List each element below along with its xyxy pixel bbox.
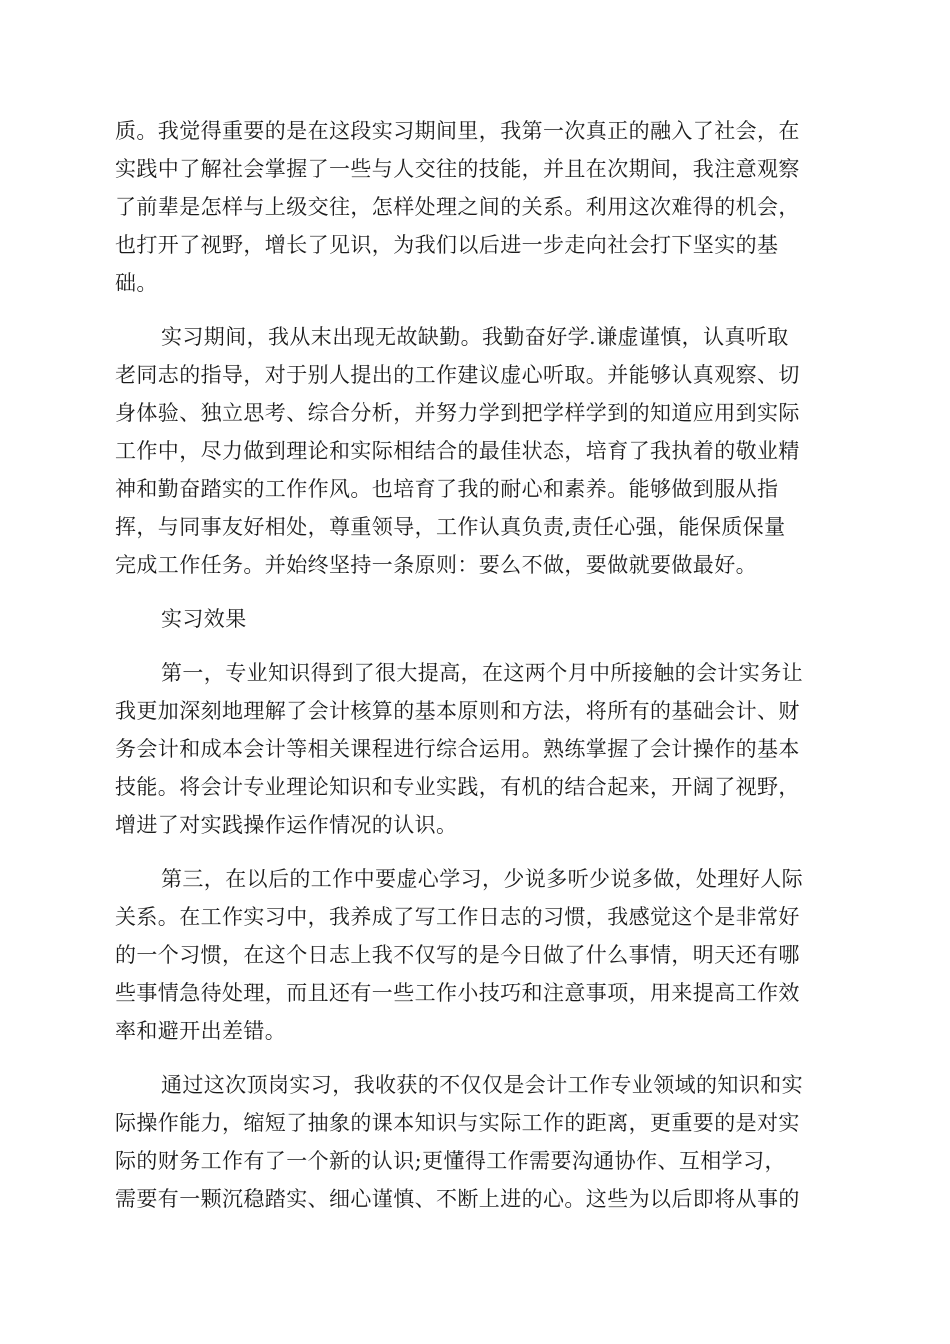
text-line: 了前辈是怎样与上级交往，怎样处理之间的关系。利用这次难得的机会， bbox=[115, 195, 800, 219]
text-line: 关系。在工作实习中，我养成了写工作日志的习惯，我感觉这个是非常好 bbox=[115, 905, 800, 929]
text-line: 增进了对实践操作运作情况的认识。 bbox=[115, 813, 458, 837]
text-line: 挥，与同事友好相处，尊重领导，工作认真负责,责任心强，能保质保量 bbox=[115, 515, 786, 539]
text-line: 的一个习惯，在这个日志上我不仅写的是今日做了什么事情，明天还有哪 bbox=[115, 943, 800, 967]
text-line: 也打开了视野，增长了见识，为我们以后进一步走向社会打下坚实的基 bbox=[115, 233, 779, 257]
text-line: 实习期间，我从末出现无故缺勤。我勤奋好学.谦虚谨慎，认真听取 bbox=[161, 325, 789, 349]
text-line: 第三，在以后的工作中要虚心学习，少说多听少说多做，处理好人际 bbox=[161, 867, 803, 891]
text-line: 际操作能力，缩短了抽象的课本知识与实际工作的距离，更重要的是对实 bbox=[115, 1111, 800, 1135]
text-line: 通过这次顶岗实习，我收获的不仅仅是会计工作专业领域的知识和实 bbox=[161, 1073, 803, 1097]
text-line: 工作中，尽力做到理论和实际相结合的最佳状态，培育了我执着的敬业精 bbox=[115, 439, 800, 463]
text-line: 际的财务工作有了一个新的认识;更懂得工作需要沟通协作、互相学习， bbox=[115, 1149, 786, 1173]
text-line: 老同志的指导，对于别人提出的工作建议虚心听取。并能够认真观察、切 bbox=[115, 363, 800, 387]
text-line: 需要有一颗沉稳踏实、细心谨慎、不断上进的心。这些为以后即将从事的 bbox=[115, 1187, 800, 1211]
text-line: 率和避开出差错。 bbox=[115, 1019, 287, 1043]
text-line: 础。 bbox=[115, 271, 158, 295]
text-line: 完成工作任务。并始终坚持一条原则：要么不做，要做就要做最好。 bbox=[115, 553, 757, 577]
paragraph-5 bbox=[115, 860, 835, 1050]
text-line: 务会计和成本会计等相关课程进行综合运用。熟练掌握了会计操作的基本 bbox=[115, 737, 800, 761]
document-page bbox=[115, 112, 835, 1234]
text-line: 技能。将会计专业理论知识和专业实践，有机的结合起来，开阔了视野， bbox=[115, 775, 800, 799]
section-heading bbox=[115, 600, 835, 638]
heading-text: 实习效果 bbox=[161, 607, 247, 631]
text-line: 质。我觉得重要的是在这段实习期间里，我第一次真正的融入了社会，在 bbox=[115, 119, 800, 143]
text-line: 第一，专业知识得到了很大提高，在这两个月中所接触的会计实务让 bbox=[161, 661, 803, 685]
text-line: 实践中了解社会掌握了一些与人交往的技能，并且在次期间，我注意观察 bbox=[115, 157, 800, 181]
text-line: 身体验、独立思考、综合分析，并努力学到把学样学到的知道应用到实际 bbox=[115, 401, 800, 425]
text-line: 些事情急待处理，而且还有一些工作小技巧和注意事项，用来提高工作效 bbox=[115, 981, 800, 1005]
paragraph-4 bbox=[115, 654, 835, 844]
paragraph-6 bbox=[115, 1066, 835, 1218]
text-line: 我更加深刻地理解了会计核算的基本原则和方法，将所有的基础会计、财 bbox=[115, 699, 800, 723]
paragraph-1 bbox=[115, 112, 835, 302]
text-line: 神和勤奋踏实的工作作风。也培育了我的耐心和素养。能够做到服从指 bbox=[115, 477, 779, 501]
paragraph-2 bbox=[115, 318, 835, 584]
